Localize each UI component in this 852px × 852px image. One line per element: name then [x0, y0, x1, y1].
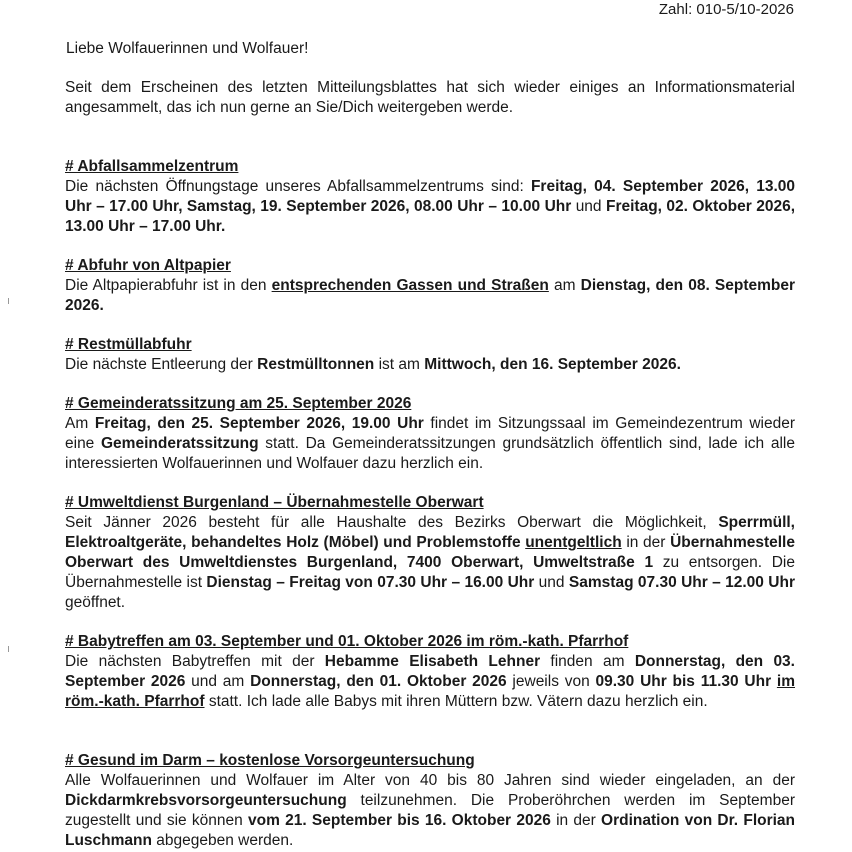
intro-paragraph: Seit dem Erscheinen des letzten Mitteilungsblattes hat sich wieder einiges an Informationsmaterial angesammelt, das ich nun gerne an Sie/Dich weitergeben werde. — [65, 79, 795, 116]
section-heading: # Restmüllabfuhr — [65, 336, 192, 353]
bold-text: Dienstag – Freitag von 07.30 Uhr – 16.00 Uhr — [206, 574, 535, 591]
section-body — [65, 513, 795, 613]
bold-text: Ordination von Dr. Florian Luschmann — [65, 812, 796, 849]
text: geöffnet. — [65, 594, 126, 611]
underlined-text: im röm.-kath. Pfarrhof — [65, 673, 795, 710]
section-gesund-im-darm — [65, 751, 795, 851]
text: ist am — [374, 356, 425, 373]
section-heading: # Gemeinderatssitzung am 25. September 2026 — [65, 395, 412, 412]
text: Die nächste Entleerung der — [65, 356, 258, 373]
underlined-text: unentgeltlich — [525, 534, 622, 551]
text: finden am — [540, 653, 635, 670]
text: Am — [65, 415, 95, 432]
text: Die nächsten Öffnungstage unseres Abfallsammelzentrums sind: — [65, 178, 531, 195]
bold-text: Freitag, 02. Oktober 2026, 13.00 Uhr – 17.00 Uhr. — [65, 198, 795, 235]
text: zu entsorgen. Die Übernahmestelle ist — [65, 554, 795, 591]
bold-text: Mittwoch, den 16. September 2026. — [424, 356, 681, 373]
bold-text: Dickdarmkrebsvorsorgeuntersuchung — [65, 792, 347, 809]
bold-text: Donnerstag, den 03. September 2026 — [65, 653, 795, 690]
text: Die nächsten Babytreffen mit der — [65, 653, 325, 670]
bold-text: Donnerstag, den 01. Oktober 2026 — [250, 673, 507, 690]
text: in der — [550, 812, 602, 829]
bold-text: vom 21. September bis 16. Oktober 2026 — [247, 812, 551, 829]
text: Seit Jänner 2026 besteht für alle Haushalte des Bezirks Oberwart die Möglichkeit, — [65, 514, 719, 531]
text: und am — [185, 673, 251, 690]
text: am — [548, 277, 581, 294]
section-body — [65, 652, 795, 712]
section-body — [65, 276, 795, 316]
section-altpapier — [65, 256, 795, 316]
section-body — [65, 177, 795, 237]
bold-text: Freitag, 04. September 2026, 13.00 Uhr – 17.00 Uhr, Samstag, 19. September 2026, 08.00 Uhr – 10.00 Uhr — [65, 178, 795, 215]
bold-text: Restmülltonnen — [257, 356, 375, 373]
bold-text: Sperrmüll, Elektroaltgeräte, behandeltes Holz (Möbel) und Problemstoffe — [65, 514, 795, 551]
text: teilzunehmen. Die Proberöhrchen werden im September zugestellt und sie können — [65, 792, 795, 829]
section-gemeinderatssitzung — [65, 394, 795, 474]
reference-number: Zahl: 010-5/10-2026 — [658, 1, 794, 18]
text: statt. Da Gemeinderatssitzungen grundsätzlich öffentlich sind, lade ich alle interessierten Wolfauerinnen und Wolfauer dazu herzlich ein. — [65, 435, 795, 472]
section-heading: # Gesund im Darm – kostenlose Vorsorgeuntersuchung — [65, 752, 475, 769]
bold-text: Hebamme Elisabeth Lehner — [324, 653, 541, 670]
text: und — [571, 198, 606, 215]
scan-mark — [8, 298, 9, 304]
underlined-text: entsprechenden Gassen und Straßen — [271, 277, 549, 294]
section-heading: # Babytreffen am 03. September und 01. Oktober 2026 im röm.-kath. Pfarrhof — [65, 633, 629, 650]
text: abgegeben werden. — [151, 832, 294, 849]
bold-text: 09.30 Uhr bis 11.30 Uhr — [595, 673, 772, 690]
bold-text: Samstag 07.30 Uhr – 12.00 Uhr — [568, 574, 795, 591]
greeting: Liebe Wolfauerinnen und Wolfauer! — [66, 40, 309, 57]
bold-text: Dienstag, den 08. September 2026. — [65, 277, 796, 314]
section-umweltdienst — [65, 493, 795, 613]
section-body — [65, 771, 795, 851]
bold-text: Gemeinderatssitzung — [101, 435, 259, 452]
section-heading: # Abfuhr von Altpapier — [65, 257, 231, 274]
text: findet im Sitzungssaal im Gemeindezentrum wieder eine — [65, 415, 796, 452]
text: statt. Ich lade alle Babys mit ihren Müttern bzw. Vätern dazu herzlich ein. — [204, 693, 708, 710]
section-babytreffen — [65, 632, 795, 712]
text: jeweils von — [506, 673, 596, 690]
section-heading: # Abfallsammelzentrum — [65, 158, 239, 175]
section-body — [65, 355, 795, 375]
section-heading: # Umweltdienst Burgenland – Übernahmestelle Oberwart — [65, 494, 484, 511]
section-restmuellabfuhr — [65, 335, 795, 375]
text: Die Altpapierabfuhr ist in den — [65, 277, 272, 294]
scan-mark — [8, 646, 9, 652]
text: und — [534, 574, 569, 591]
text: in der — [621, 534, 671, 551]
text: Alle Wolfauerinnen und Wolfauer im Alter von 40 bis 80 Jahren sind wieder eingeladen, an der — [65, 772, 795, 789]
section-abfallsammelzentrum — [65, 157, 795, 237]
section-body — [65, 414, 795, 474]
bold-text: Freitag, den 25. September 2026, 19.00 Uhr — [94, 415, 424, 432]
bold-text: Übernahmestelle Oberwart des Umweltdienstes Burgenland, 7400 Oberwart, Umweltstraße 1 — [65, 534, 795, 571]
